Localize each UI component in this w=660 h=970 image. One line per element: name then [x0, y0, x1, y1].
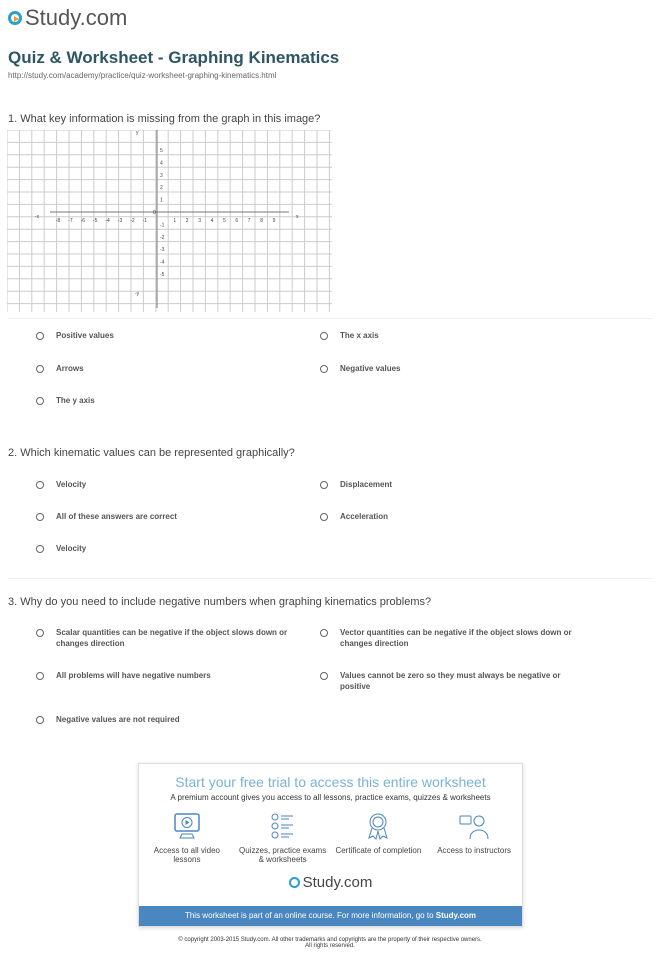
copyright: © copyright 2003-2015 Study.com. All other trademarks and copyrights are the property of their respective owners. All rights reserved.: [178, 937, 482, 949]
instructor-chat-icon: [459, 812, 489, 840]
radio-icon[interactable]: [320, 513, 328, 521]
answer-label: Displacement: [340, 480, 393, 489]
study-logo[interactable]: [8, 5, 127, 31]
page-title: Quiz & Worksheet - Graphing Kinematics: [8, 48, 340, 67]
answer-label: All of these answers are correct: [56, 512, 177, 521]
answer-label: All problems will have negative numbers: [56, 671, 211, 680]
answer-label: Positive values: [56, 331, 114, 340]
checklist-icon: [268, 812, 298, 840]
answer-label: Acceleration: [340, 512, 389, 521]
tick-label: 3: [160, 172, 163, 179]
answer-option[interactable]: [36, 511, 296, 522]
radio-icon[interactable]: [320, 332, 328, 340]
radio-icon[interactable]: [36, 481, 44, 489]
radio-icon[interactable]: [36, 629, 44, 637]
answer-label: Velocity: [56, 544, 87, 553]
question-3: 3. Why do you need to include negative numbers when graphing kinematics problems?: [8, 596, 432, 608]
answer-label: The x axis: [340, 331, 379, 340]
answer-option[interactable]: [36, 627, 296, 649]
promo-logo: Study.com: [289, 874, 373, 891]
tick-label: -5: [93, 218, 98, 224]
promo-banner: This worksheet is part of an online course. For more information, go to Study.com: [139, 906, 522, 926]
answer-option[interactable]: [36, 670, 296, 681]
tick-label: -7: [68, 218, 73, 224]
play-icon: [8, 11, 22, 25]
tick-label: 7: [247, 218, 251, 224]
tick-label: 3: [198, 218, 201, 224]
answer-option[interactable]: [36, 395, 296, 406]
promo-box: [138, 763, 523, 927]
answer-option[interactable]: [36, 543, 296, 554]
answer-option[interactable]: [320, 479, 580, 490]
tick-label: x: [296, 214, 299, 220]
answer-option[interactable]: [36, 330, 296, 341]
answer-label: Velocity: [56, 480, 87, 489]
play-icon: [289, 877, 300, 888]
feature-certificate: Certificate of completion: [333, 812, 423, 864]
divider: [8, 578, 652, 579]
tick-label: -6: [80, 218, 86, 224]
radio-icon[interactable]: [36, 545, 44, 553]
video-lesson-icon: [172, 812, 202, 840]
radio-icon[interactable]: [36, 365, 44, 373]
tick-label: 4: [160, 160, 163, 167]
promo-title[interactable]: Start your free trial to access this entire worksheet: [175, 774, 486, 790]
tick-label: 5: [160, 148, 163, 154]
answer-label: Scalar quantities can be negative if the object slows down or changes direction: [56, 628, 288, 648]
radio-icon[interactable]: [36, 397, 44, 405]
answer-option[interactable]: [320, 330, 580, 341]
tick-label: 8: [260, 218, 263, 224]
answer-option[interactable]: [320, 670, 580, 692]
study-link[interactable]: Study.com: [435, 911, 477, 920]
tick-label: y: [136, 130, 139, 136]
promo-subtitle: A premium account gives you access to all lessons, practice exams, quizzes & worksheets: [170, 793, 491, 802]
tick-label: -4: [105, 218, 110, 224]
radio-icon[interactable]: [320, 365, 328, 373]
logo-text: Study.com: [25, 5, 128, 30]
radio-icon[interactable]: [320, 481, 328, 489]
page-url[interactable]: http://study.com/academy/practice/quiz-worksheet-graphing-kinematics.html: [8, 71, 277, 80]
answer-label: Values cannot be zero so they must always be negative or positive: [340, 671, 561, 691]
answer-label: Negative values are not required: [56, 715, 180, 724]
tick-label: -8: [55, 218, 61, 224]
tick-label: -3: [160, 247, 165, 254]
tick-label: 1: [173, 218, 177, 224]
radio-icon[interactable]: [320, 629, 328, 637]
tick-label: 1: [160, 197, 163, 204]
tick-label: 2: [160, 185, 163, 192]
tick-label: -2: [130, 218, 135, 224]
answer-option[interactable]: [36, 479, 296, 490]
answer-option[interactable]: [320, 511, 580, 522]
tick-label: 0: [153, 210, 156, 216]
coordinate-grid-image: [7, 130, 332, 312]
radio-icon[interactable]: [36, 513, 44, 521]
answer-label: Negative values: [340, 364, 401, 373]
radio-icon[interactable]: [36, 716, 44, 724]
tick-label: 2: [185, 218, 189, 224]
tick-label: -3: [117, 218, 123, 224]
feature-instructors: Access to instructors: [429, 812, 519, 864]
tick-label: -2: [160, 234, 165, 241]
answer-label: The y axis: [56, 396, 95, 405]
feature-quizzes: Quizzes, practice exams & worksheets: [238, 812, 328, 864]
question-2: 2. Which kinematic values can be represented graphically?: [8, 447, 295, 459]
answer-option[interactable]: [320, 363, 580, 374]
feature-video: Access to all video lessons: [142, 812, 232, 864]
radio-icon[interactable]: [36, 672, 44, 680]
answer-option[interactable]: [320, 627, 580, 649]
certificate-ribbon-icon: [363, 812, 393, 840]
tick-label: -x: [35, 214, 40, 220]
divider: [8, 318, 652, 319]
answer-option[interactable]: [36, 363, 296, 374]
tick-label: 9: [272, 218, 276, 224]
tick-label: -1: [142, 218, 148, 224]
tick-label: 4: [210, 218, 214, 224]
tick-label: -y: [135, 291, 140, 297]
tick-label: 6: [235, 218, 239, 224]
tick-label: -4: [160, 259, 165, 266]
answer-option[interactable]: [36, 714, 296, 725]
tick-label: -1: [160, 222, 165, 229]
question-1: 1. What key information is missing from the graph in this image?: [8, 113, 321, 125]
answer-label: Arrows: [56, 364, 84, 373]
radio-icon[interactable]: [36, 332, 44, 340]
radio-icon[interactable]: [320, 672, 328, 680]
tick-label: -5: [160, 272, 165, 278]
answer-label: Vector quantities can be negative if the object slows down or changes direction: [340, 628, 572, 648]
tick-label: 5: [223, 218, 226, 224]
